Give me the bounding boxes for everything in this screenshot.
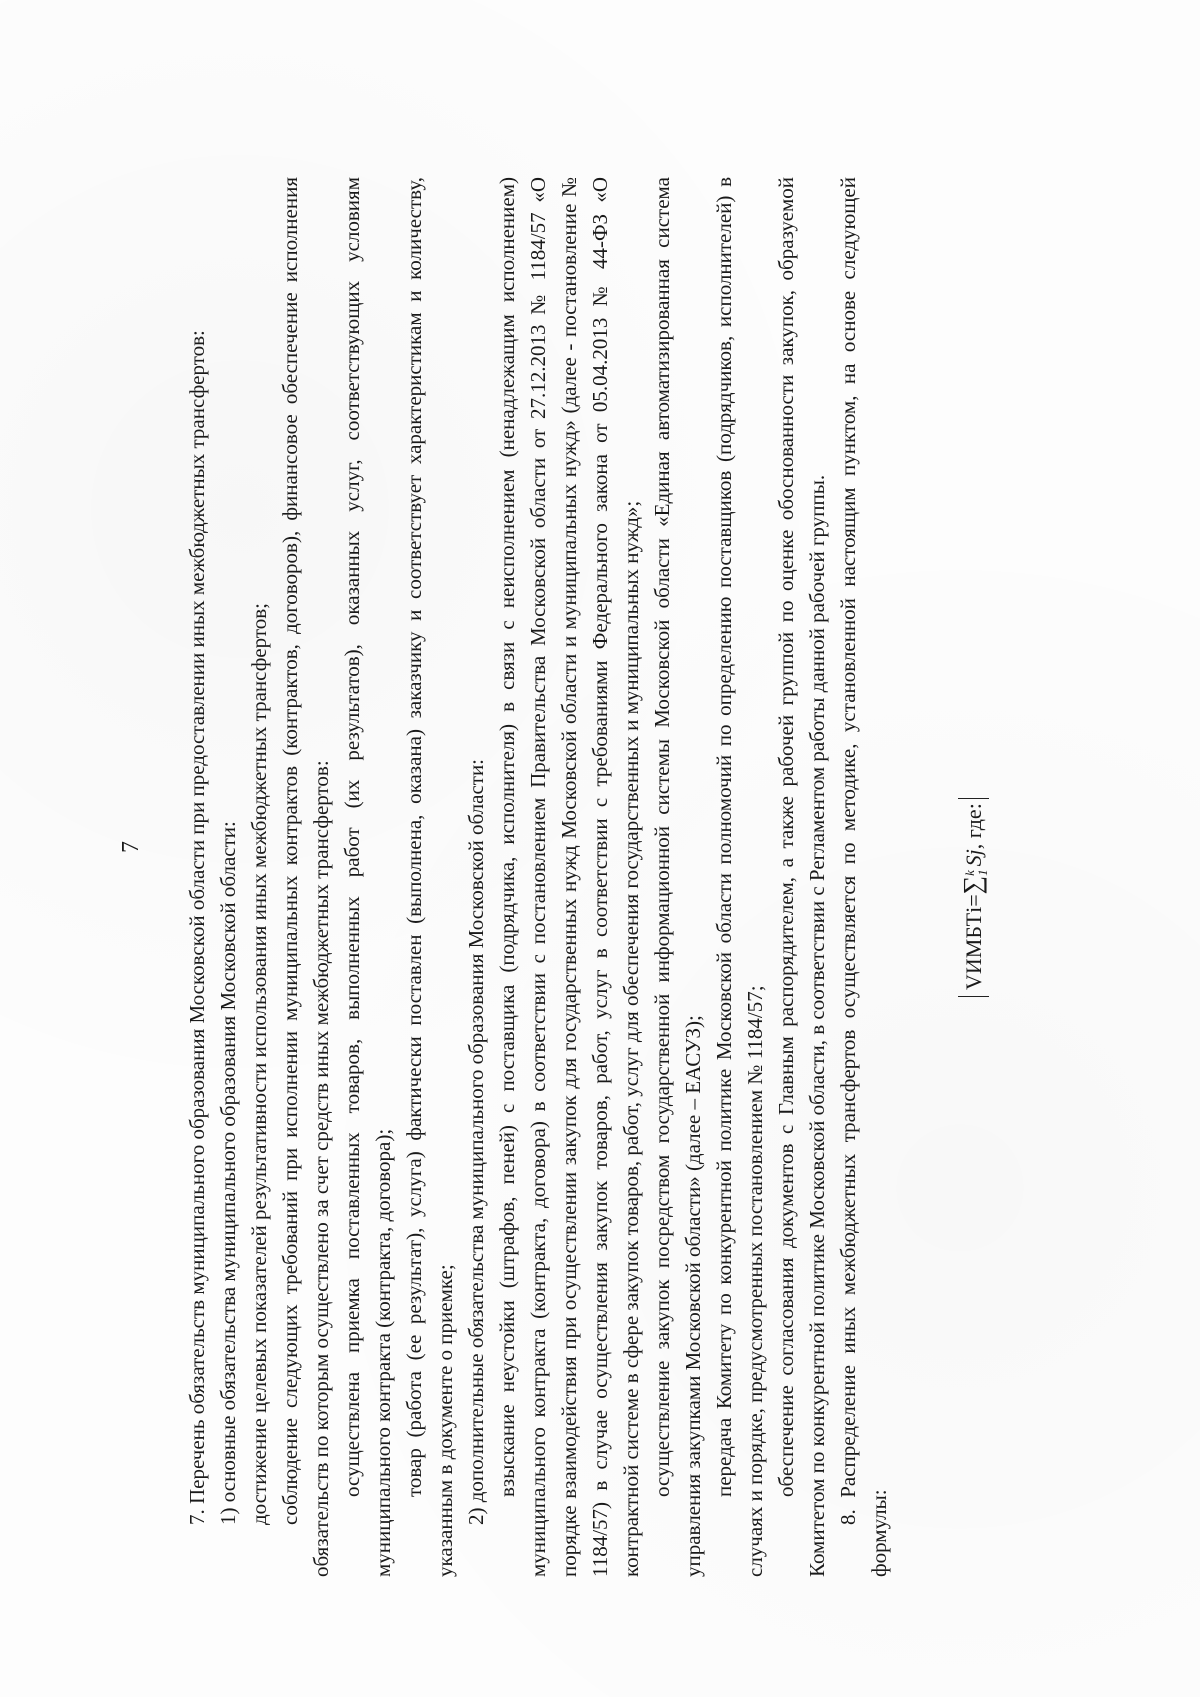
paragraph: достижение целевых показателей результативности использования иных межбюджетных трансфертов; bbox=[247, 602, 271, 1525]
paragraph: осуществлена приемка поставленных товаров, выполненных работ (их результатов), оказанных услуг, соответствующих условиям муниципального контракта (контракта, договора); bbox=[340, 177, 395, 1577]
page-number: 7 bbox=[118, 841, 144, 853]
paragraph: взыскание неустойки (штрафов, пеней) с поставщика (подрядчика, исполнителя) в связи с неисполнением (ненадлежащим исполнением) муниципального контракта (контракта, договора) в соответствии с постановлением Правительства Московской области от 27.12.2013 № 1184/57 «О порядке взаимодействия при осуществлении закупок для государственных нужд Московской области и муниципальных нужд» (далее - постановление № 1184/57) в случае осуществления закупок товаров, работ, услуг в соответствии с требованиями Федерального закона от 05.04.2013 № 44-ФЗ «О контрактной системе в сфере закупок товаров, работ, услуг для обеспечения государственных и муниципальных нужд»; bbox=[495, 177, 643, 1577]
paragraph: осуществление закупок посредством государственной информационной системы Московской области «Единая автоматизированная система управления закупками Московской области» (далее – ЕАСУЗ); bbox=[650, 177, 705, 1577]
paragraph: 2) дополнительные обязательства муниципального образования Московской области: bbox=[464, 758, 488, 1525]
formula-upper-limit: k bbox=[961, 870, 977, 876]
formula-lower-limit: 1 bbox=[974, 869, 990, 876]
formula-term: Sj bbox=[961, 849, 986, 867]
paragraph: передача Комитету по конкурентной политике Московской области полномочий по определению поставщиков (подрядчиков, исполнителей) в случаях и порядке, предусмотренных постановлением № 1184/57; bbox=[712, 177, 767, 1577]
paragraph: 1) основные обязательства муниципального образования Московской области: bbox=[216, 821, 240, 1525]
formula-sum-sign: ∑ bbox=[958, 875, 987, 895]
formula bbox=[958, 798, 989, 997]
document-body bbox=[182, 177, 895, 1577]
formula-lhs: VИМБТi= bbox=[961, 894, 986, 990]
paragraph: соблюдение следующих требований при исполнении муниципальных контрактов (контрактов, договоров), финансовое обеспечение исполнения обязательств по которым осуществлено за счет средств иных межбюджетных трансфертов: bbox=[278, 177, 333, 1577]
paragraph: товар (работа (ее результат), услуга) фактически поставлен (выполнена, оказана) заказчику и соответствует характеристикам и количеству, указанным в документе о приемке; bbox=[402, 177, 457, 1577]
paragraph: обеспечение согласования документов с Главным распорядителем, а также рабочей группой по оценке обоснованности закупок, образуемой Комитетом по конкурентной политике Московской области, в соответствии с Регламентом работы данной рабочей группы. bbox=[774, 177, 829, 1577]
paragraph: 7. Перечень обязательств муниципального образования Московской области при предоставлении иных межбюджетных трансфертов: bbox=[185, 330, 209, 1525]
formula-box bbox=[958, 798, 989, 997]
formula-suffix: , где: bbox=[961, 803, 986, 850]
paragraph: 8. Распределение иных межбюджетных трансфертов осуществляется по методике, установленной настоящим пунктом, на основе следующей формулы: bbox=[836, 177, 891, 1577]
